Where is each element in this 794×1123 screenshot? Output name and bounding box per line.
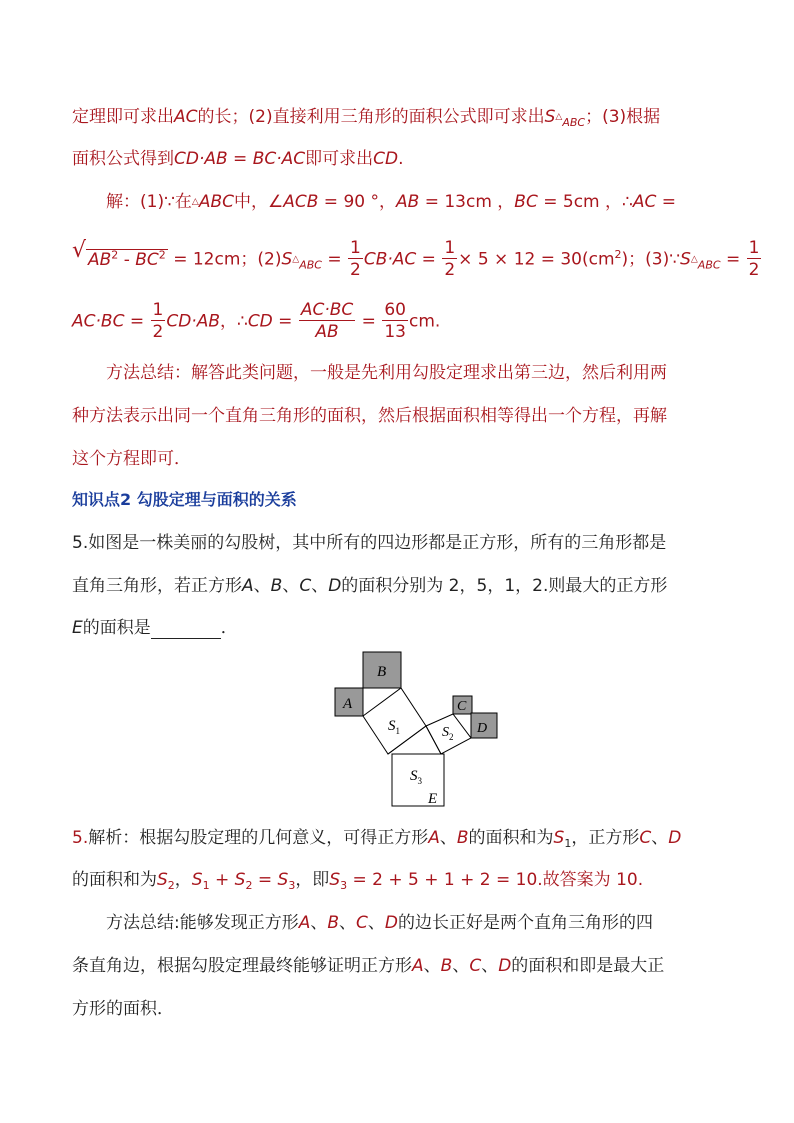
label-D: D <box>477 721 488 736</box>
fraction: $\frac{1}{2}$ <box>444 238 456 280</box>
label-A: A <box>343 696 353 712</box>
label-S3: $S_3$ <box>410 768 422 786</box>
fraction: $\frac{1}{2}$ <box>152 300 164 342</box>
pythagoras-tree-figure <box>330 648 502 810</box>
method-summary-line: 这个方程即可． <box>72 449 191 469</box>
question-line: 直角三角形，若正方形A、B、C、D的面积分别为 2，5，1，2.则最大的正方形 <box>72 576 668 596</box>
solution-line-2: √ $AB^2 - BC^2 = 12cm$；$(2)S\triangle_{ABC}$ = $\frac{1}{2}$ CB·AC = $\frac{1}{2}$ × $5 \times 12 = 30(cm^2)$；$(3)\because S\triangle_{ABC}$ = $\frac{1}{2}$ <box>72 237 760 280</box>
label-E: E <box>428 791 438 807</box>
question-line: 5.如图是一株美丽的勾股树，其中所有的四边形都是正方形，所有的三角形都是 <box>72 533 667 553</box>
label-C: C <box>457 699 467 714</box>
method-summary-line: 方法总结：解答此类问题，一般是先利用勾股定理求出第三边，然后利用两 <box>106 363 667 383</box>
method-summary-line: 方形的面积． <box>72 999 174 1019</box>
question-line: E的面积是 ． <box>72 618 238 638</box>
analysis-line: 的面积和为$S_2$，$S_1 + S_2 = S_3$，即$S_3 = 2 + 5 + 1 + 2 = 10$.故答案为 10. <box>72 870 644 892</box>
method-summary-line: 条直角边，根据勾股定理最终能够证明正方形A、B、C、D的面积和即是最大正 <box>72 956 665 976</box>
method-summary-line: 方法总结:能够发现正方形A、B、C、D的边长正好是两个直角三角形的四 <box>106 913 654 933</box>
section-title: 知识点2 勾股定理与面积的关系 <box>72 490 297 509</box>
text-line: 定理即可求出AC的长；(2)直接利用三角形的面积公式即可求出$S\triangle_{ABC}$；(3)根据 <box>72 107 661 129</box>
fraction: $\frac{1}{2}$ <box>748 238 760 280</box>
label-B: B <box>377 664 387 680</box>
sqrt-expression: √ $AB^2 - BC^2$ <box>72 237 166 270</box>
fraction: $\frac{1}{2}$ <box>350 238 361 280</box>
text-line: 面积公式得到CD·AB = BC·AC即可求出CD. <box>72 149 404 169</box>
answer-blank <box>151 622 221 639</box>
fraction: $\frac{AC\cdot BC}{AB}$ <box>300 300 354 342</box>
method-summary-line: 种方法表示出同一个直角三角形的面积，然后根据面积相等得出一个方程，再解 <box>72 406 667 426</box>
solution-line-1: 解：(1)∵在△ABC中，∠ACB = 90 °，AB = 13cm ，BC = 5cm ，∴AC = <box>106 192 676 212</box>
label-S2: $S_2$ <box>442 725 454 742</box>
analysis-line: 5.解析：根据勾股定理的几何意义，可得正方形A、B的面积和为$S_1$，正方形C、D <box>72 828 682 850</box>
fraction: $\frac{60}{13}$ <box>384 300 406 342</box>
label-S1: $S_1$ <box>388 718 400 736</box>
solution-line-3: AC·BC = $\frac{1}{2}$ CD·AB，∴CD = $\frac{AC\cdot BC}{AB}$ = $\frac{60}{13}$ cm. <box>72 300 441 342</box>
